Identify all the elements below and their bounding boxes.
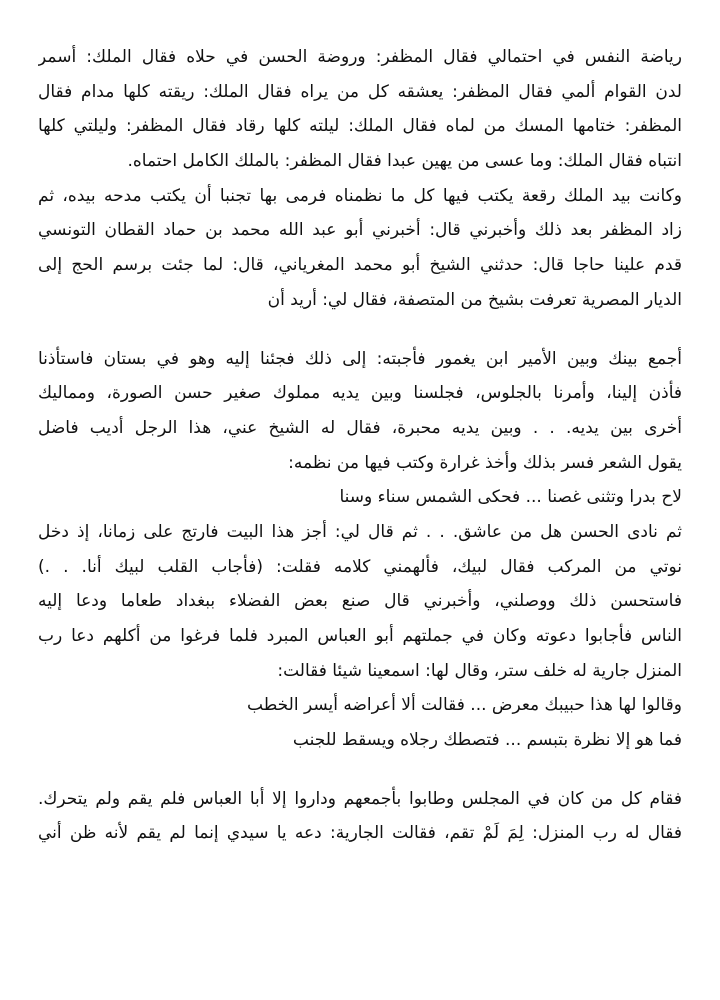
text-line: فما هو إلا نظرة بتبسم ... فتصطك رجلاه ويسقط للجنب (292, 730, 682, 751)
paragraph (38, 40, 682, 179)
text-line: الناس فأجابوا دعوته وكان في جملتهم أبو العباس المبرد فلما فرغوا من أكلهم دعا رب (38, 626, 682, 646)
text-line: يقول الشعر فسر بذلك وأخذ غرارة وكتب فيها من نظمه: (288, 452, 682, 473)
text-line: المنزل جارية له خلف ستر، وقال لها: اسمعينا شيئا فقالت: (277, 660, 682, 681)
paragraph (38, 782, 682, 851)
text-line: فاستحسن ذلك ووصلني، وأخبرني قال صنع بعض الفضلاء ببغداد طعاما ودعا إليه (38, 591, 682, 612)
text-line: قدم علينا حاجا قال: حدثني الشيخ أبو محمد المغرياني، قال: لما جئت برسم الحج إلى (38, 255, 682, 276)
paragraph-gap (38, 758, 682, 782)
text-line: رياضة النفس في احتمالي فقال المظفر: وروضة الحسن في حلاه فقال الملك: أسمر (38, 47, 682, 67)
text-line: فقام كل من كان في المجلس وطابوا بأجمعهم وداروا إلا أبا العباس فلم يقم ولم يتحرك. (38, 788, 682, 809)
text-line: فأذن إلينا، وأمرنا بالجلوس، فجلسنا وبين يديه مملوك صغير حسن الصورة، ومماليك (38, 383, 682, 404)
text-line: لاح بدرا وتثنى غصنا ... فحكى الشمس سناء وسنا (339, 487, 682, 508)
text-line: ثم نادى الحسن هل من عاشق. . . ثم قال لي: أجز هذا البيت فارتج على زمانا، إذ دخل (38, 521, 682, 542)
text-line: لدن القوام ألمي فقال المظفر: يعشقه كل من يراه فقال الملك: ريقته كلها مدام فقال (38, 81, 682, 102)
text-line: وكانت بيد الملك رقعة يكتب فيها كل ما نظمناه فرمى بها تجنبا أن يكتب مدحه بيده، ثم (38, 185, 682, 206)
text-line: وقالوا لها هذا حبيبك معرض ... فقالت ألا أعراضه أيسر الخطب (247, 695, 682, 716)
paragraph-gap (38, 318, 682, 342)
paragraph (38, 179, 682, 318)
text-line: زاد المظفر بعد ذلك وأخبرني قال: أخبرني أبو عبد الله محمد بن حماد القطان التونسي (38, 220, 682, 241)
text-line: انتباه فقال الملك: وما عسى من يهين عبدا فقال المظفر: بالملك الكامل احتماه. (127, 151, 682, 172)
text-line: نوتي من المركب فقال لبيك، فألهمني كلامه فقلت: (فأجاب القلب لبيك أنا. . .) (38, 556, 682, 577)
text-line: الديار المصرية تعرفت بشيخ من المتصفة، فقال لي: أريد أن (267, 289, 682, 310)
paragraph (38, 342, 682, 758)
text-line: فقال له رب المنزل: لِمَ لَمْ تقم، فقالت الجارية: دعه يا سيدي إنما لم يقم لأنه ظن أني (38, 823, 682, 844)
text-line: أجمع بينك وبين الأمير ابن يغمور فأجبته: إلى ذلك فجئنا إليه وهو في بستان فاستأذنا (38, 348, 682, 369)
text-line: أخرى بين يديه. . . وبين يديه محبرة، فقال له الشيخ عني، هذا الرجل أديب فاضل (38, 417, 682, 438)
document-body (38, 40, 682, 851)
text-line: المظفر: ختامها المسك من لماه فقال الملك: ليلته كلها رقاد فقال المظفر: وليلتي كلها (38, 116, 682, 137)
